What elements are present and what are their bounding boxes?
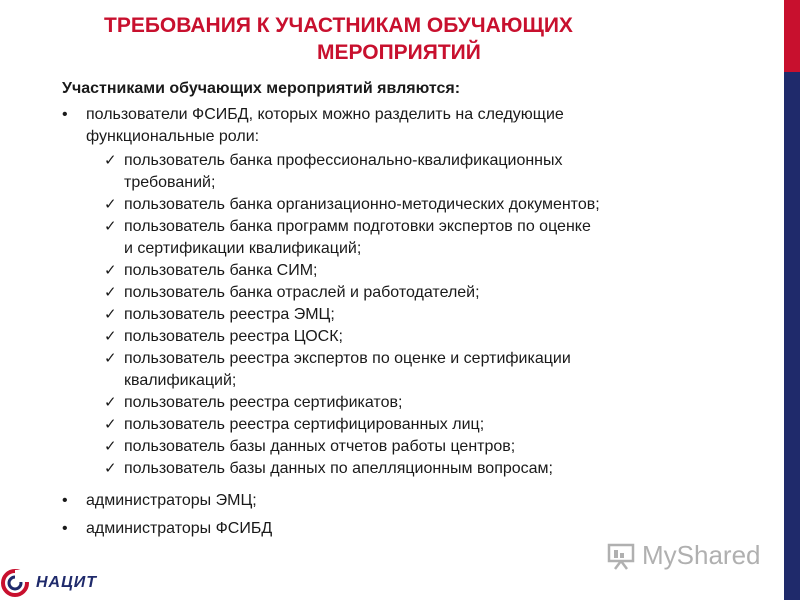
check-item: ✓ пользователь базы данных по апелляционным вопросам;: [60, 458, 760, 480]
slide-title-line-1: ТРЕБОВАНИЯ К УЧАСТНИКАМ ОБУЧАЮЩИХ: [104, 14, 573, 37]
lead-text: Участниками обучающих мероприятий являются:: [62, 80, 461, 97]
check-icon: ✓: [104, 196, 117, 213]
check-icon: ✓: [104, 306, 117, 323]
bullet-item-fsibd-admins: • администраторы ФСИБД: [60, 518, 760, 540]
right-edge-navy-bar: [784, 72, 800, 600]
check-icon: ✓: [104, 350, 117, 367]
check-item: ✓ пользователь реестра ЦОСК;: [60, 326, 760, 348]
check-item-continuation: требований;: [124, 174, 216, 191]
myshared-watermark: [606, 540, 761, 571]
check-item: ✓ пользователь реестра ЭМЦ;: [60, 304, 760, 326]
slide-content: [60, 104, 760, 540]
slide-title: [60, 12, 760, 66]
check-item: ✓ пользователь банка организационно-методических документов;: [60, 194, 760, 216]
check-icon: ✓: [104, 152, 117, 169]
bullet-text-line-1: пользователи ФСИБД, которых можно разделить на следующие: [86, 106, 564, 123]
check-item: ✓ пользователь банка СИМ;: [60, 260, 760, 282]
check-item: ✓ пользователь банка отраслей и работодателей;: [60, 282, 760, 304]
check-icon: ✓: [104, 262, 117, 279]
check-icon: ✓: [104, 218, 117, 235]
check-icon: ✓: [104, 438, 117, 455]
check-item: ✓ пользователь базы данных отчетов работы центров;: [60, 436, 760, 458]
slide-title-line-2: МЕРОПРИЯТИЙ: [317, 41, 481, 64]
bullet-glyph: •: [62, 106, 68, 123]
check-icon: ✓: [104, 328, 117, 345]
check-icon: ✓: [104, 460, 117, 477]
check-icon: ✓: [104, 284, 117, 301]
nacit-logo: [0, 566, 120, 600]
check-icon: ✓: [104, 394, 117, 411]
check-item-continuation: и сертификации квалификаций;: [124, 240, 362, 257]
bullet-item-users: [60, 104, 760, 148]
right-edge-red-bar: [784, 0, 800, 72]
check-item: ✓ пользователь реестра сертификатов;: [60, 392, 760, 414]
check-icon: ✓: [104, 416, 117, 433]
check-item: ✓ пользователь банка программ подготовки экспертов по оценке: [60, 216, 760, 238]
bullet-item-emc-admins: • администраторы ЭМЦ;: [60, 490, 760, 512]
bullet-glyph: •: [62, 492, 68, 509]
nacit-logo-text: НАЦИТ: [36, 574, 98, 591]
bullet-glyph: •: [62, 520, 68, 537]
bullet-text-line-2: функциональные роли:: [86, 128, 260, 145]
check-item: ✓ пользователь реестра экспертов по оценке и сертификации: [60, 348, 760, 370]
check-item: ✓ пользователь реестра сертифицированных лиц;: [60, 414, 760, 436]
check-item-continuation: квалификаций;: [124, 372, 237, 389]
presentation-board-icon: [606, 541, 636, 571]
check-item: ✓ пользователь банка профессионально-квалификационных: [60, 150, 760, 172]
watermark-text: MyShared: [642, 540, 761, 570]
nacit-logo-icon: [0, 568, 30, 598]
role-checklist: [60, 150, 760, 480]
